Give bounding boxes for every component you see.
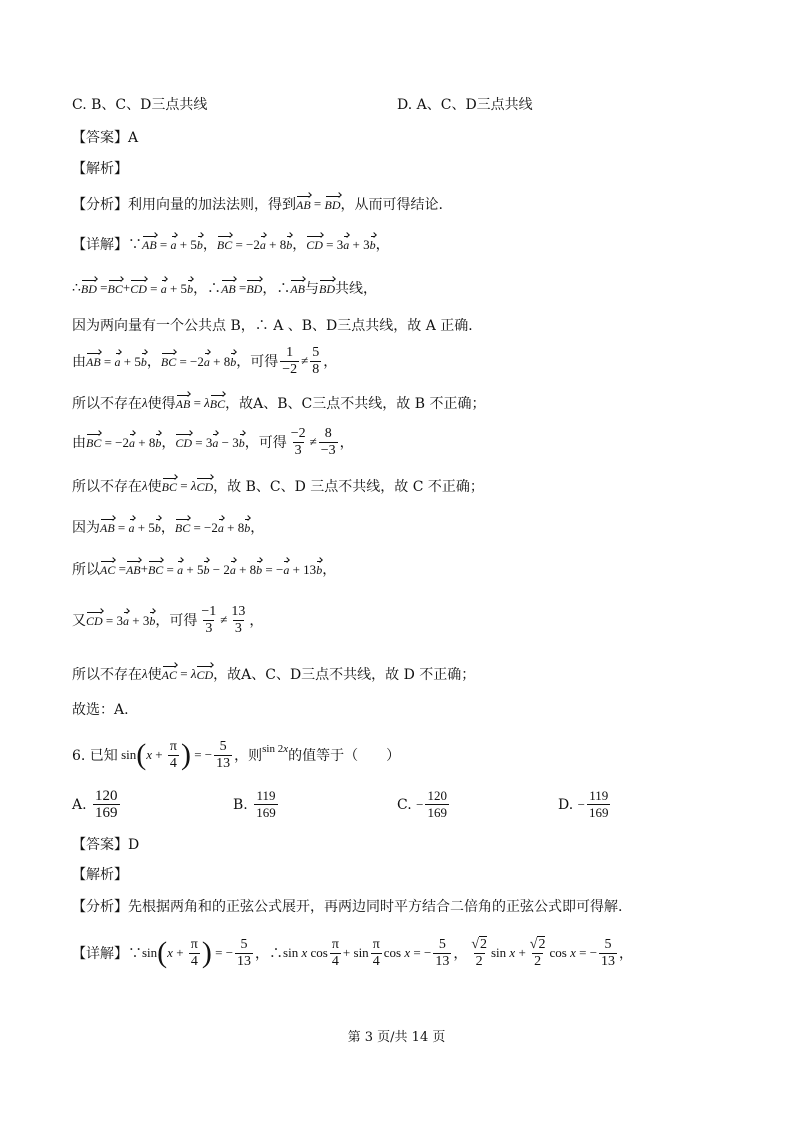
option-c-prev: C. B、C、D三点共线 bbox=[72, 97, 208, 113]
answer-tag: 【答案】A bbox=[72, 130, 139, 146]
q6-option-a[interactable]: A. $\frac{120}{169}$ bbox=[72, 788, 118, 821]
detail-line-7: 所以不存在 λ 使 BC = λ CD ，故 B、C、D 三点不共线，故 C 不正确； bbox=[72, 478, 484, 495]
q6-answer-tag: 【答案】D bbox=[72, 837, 140, 853]
q6-option-d[interactable]: D. − $\frac{119}{169}$ bbox=[558, 788, 609, 820]
detail-line-5: 所以不存在 λ 使得 AB = λ BC ，故A、B、C三点不共线，故 B 不正确； bbox=[72, 395, 486, 412]
q6-option-c[interactable]: C. − $\frac{120}{169}$ bbox=[397, 788, 447, 820]
q6-stem: 6. 已知 sin ( x + $\frac{\pi}{4}$ ) = − $\frac{5}{13}$ ，则 sin 2x 的值等于（ ） bbox=[72, 738, 401, 771]
detail-line-8: 因为 AB = a + 5b ， BC = −2a + 8b ， bbox=[72, 520, 265, 536]
fenxi-suffix: ，从而可得结论. bbox=[340, 197, 443, 213]
detail-line-11: 所以不存在 λ 使 AC = λ CD ，故A、C、D三点不共线，故 D 不正确； bbox=[72, 666, 476, 683]
detail-line-3: 因为两向量有一个公共点 B，∴ A 、B、D三点共线，故 A 正确． bbox=[72, 318, 483, 334]
vec-ab: AB bbox=[296, 195, 311, 213]
option-d-prev: D. A、C、D三点共线 bbox=[397, 97, 533, 113]
q6-option-b[interactable]: B. $\frac{119}{169}$ bbox=[233, 788, 276, 820]
detail-line-6: 由 BC = −2a + 8b ， CD = 3a − 3b ，可得 $\frac{-2}{3}$ ≠ $\frac{8}{-3}$ ， bbox=[72, 425, 354, 458]
fenxi-line: 【分析】利用向量的加法法则，得到 AB = BD ，从而可得结论. bbox=[72, 196, 443, 213]
fenxi-prefix: 【分析】利用向量的加法法则，得到 bbox=[72, 197, 296, 213]
q6-analysis-tag: 【解析】 bbox=[72, 867, 128, 883]
detail-line-4: 由 AB = a + 5b ， BC = −2a + 8b ，可得 $\frac{1}{-2}$ ≠ $\frac{5}{8}$ ， bbox=[72, 344, 338, 377]
vec-bd: BD bbox=[325, 195, 341, 213]
detail-line-10: 又 CD = 3a + 3b ，可得 $\frac{-1}{3}$ ≠ $\frac{13}{3}$ ， bbox=[72, 603, 264, 636]
page-footer: 第 3 页/共 14 页 bbox=[347, 1030, 446, 1045]
choice-line: 故选：A. bbox=[72, 702, 129, 718]
detail-line-2: ∴ BD = BC + CD = a + 5b ，∴ AB = BD ，∴ AB 与 BD 共线， bbox=[72, 280, 377, 297]
detail-line-1: 【详解】∵ AB = a + 5b ， BC = −2a + 8b ， CD = 3a + 3b ， bbox=[72, 234, 390, 254]
q6-fenxi: 【分析】先根据两角和的正弦公式展开，再两边同时平方结合二倍角的正弦公式即可得解. bbox=[72, 899, 623, 915]
analysis-tag: 【解析】 bbox=[72, 161, 128, 177]
q6-detail: 【详解】∵ sin ( x + $\frac{\pi}{4}$ ) = − $\frac{5}{13}$ ，∴ sin x cos $\frac{\pi}{4}$ + sin $\frac{\pi}{4}$ cos x = − $\frac{5}{13}$ ， $\frac{√2}{2}$ sin x + $\frac{√2}{2}$ cos x = − $\frac{5}{13}$ ， bbox=[72, 936, 634, 969]
detail-line-9: 所以 AC = AB + BC = a + 5b − 2a + 8b = −a + 13b ， bbox=[72, 561, 337, 578]
detail-tag: 【详解】∵ bbox=[72, 237, 142, 253]
